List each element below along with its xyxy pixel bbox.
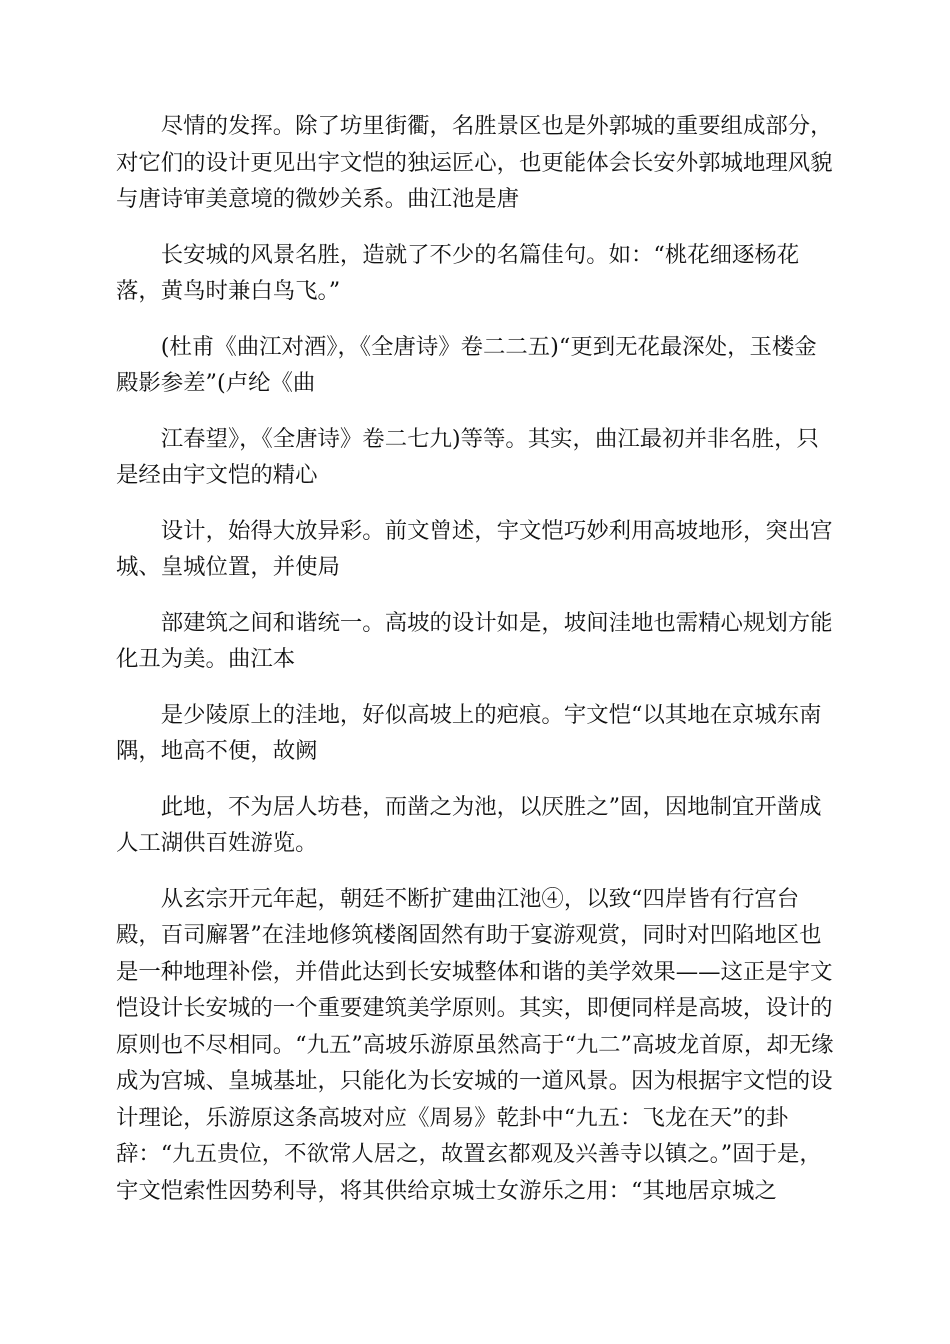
paragraph: 设计，始得大放异彩。前文曾述，宇文恺巧妙利用高坡地形，突出宫城、皇城位置，并使局 xyxy=(116,517,833,580)
paragraph: 是少陵原上的洼地，好似高坡上的疤痕。宇文恺“以其地在京城东南隅，地高不便，故阙 xyxy=(116,701,822,764)
document-body xyxy=(116,108,836,1209)
paragraph: 部建筑之间和谐统一。高坡的设计如是，坡间洼地也需精心规划方能化丑为美。曲江本 xyxy=(116,609,833,672)
paragraph: 尽情的发挥。除了坊里街衢，名胜景区也是外郭城的重要组成部分，对它们的设计更见出宇文恺的独运匠心，也更能体会长安外郭城地理风貌与唐诗审美意境的微妙关系。曲江池是唐 xyxy=(116,113,833,212)
paragraph: 江春望》，《全唐诗》卷二七九)等等。其实，曲江最初并非名胜，只是经由宇文恺的精心 xyxy=(116,425,819,488)
paragraph: 从玄宗开元年起，朝廷不断扩建曲江池④，以致“四岸皆有行宫台殿，百司廨署”在洼地修筑楼阁固然有助于宴游观赏，同时对凹陷地区也是一种地理补偿，并借此达到长安城整体和谐的美学效果——这正是宇文恺设计长安城的一个重要建筑美学原则。其实，即便同样是高坡，设计的原则也不尽相同。“九五”高坡乐游原虽然高于“九二”高坡龙首原，却无缘成为宫城、皇城基址，只能化为长安城的一道风景。因为根据宇文恺的设计理论，乐游原这条高坡对应《周易》乾卦中“九五：飞龙在天”的卦辞：“九五贵位，不欲常人居之，故置玄都观及兴善寺以镇之。”固于是，宇文恺索性因势利导，将其供给京城士女游乐之用：“其地居京城之 xyxy=(116,885,834,1204)
paragraph: 长安城的风景名胜，造就了不少的名篇佳句。如：“桃花细逐杨花落，黄鸟时兼白鸟飞。” xyxy=(116,241,800,304)
paragraph: 此地，不为居人坊巷，而凿之为池，以厌胜之”固，因地制宜开凿成人工湖供百姓游览。 xyxy=(116,793,822,856)
paragraph: (杜甫《曲江对酒》，《全唐诗》卷二二五)“更到无花最深处，玉楼金殿影参差”(卢纶《曲 xyxy=(116,333,817,396)
